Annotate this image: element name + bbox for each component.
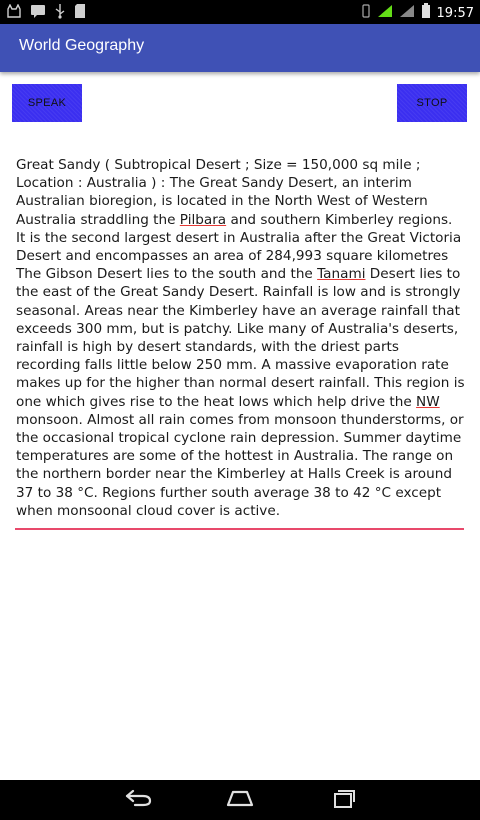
word-tanami: Tanami — [317, 266, 366, 283]
status-left-icons — [6, 3, 86, 25]
status-right-icons — [361, 3, 474, 24]
speak-button[interactable]: SPEAK — [12, 84, 82, 122]
battery-icon — [421, 3, 431, 24]
signal-icon — [377, 4, 393, 23]
home-button[interactable] — [220, 788, 260, 812]
cat-icon — [6, 4, 22, 24]
text-part-2: and southern Kimberley regions. It is the second largest desert in Australia after the Great Victoria Desert and encompasses an area of 284,993 square kilometres The Gibson Desert lies to the south and the — [16, 211, 462, 283]
home-icon — [223, 789, 257, 811]
signal-secondary-icon — [399, 4, 415, 23]
text-part-4: monsoon. Almost all rain comes from monsoon thunderstorms, or the occasional tropical cyclone rain depression. Summer daytime temperatures are some of the hottest in Australia. The range on the northern border near the Kimberley at Halls Creek is around 37 to 38 °C. Regions further south average 38 to 42 °C except when monsoonal cloud cover is active. — [16, 411, 464, 519]
usb-icon — [54, 3, 66, 25]
app-title: World Geography — [19, 37, 145, 54]
navigation-bar — [0, 780, 480, 820]
text-field-underline — [15, 528, 464, 530]
vibrate-icon — [361, 3, 371, 24]
word-pilbara: Pilbara — [179, 211, 227, 228]
description-text[interactable] — [16, 156, 466, 520]
recent-apps-icon — [327, 788, 357, 812]
back-button[interactable] — [118, 788, 158, 812]
status-time: 19:57 — [436, 5, 474, 21]
text-part-1: Great Sandy ( Subtropical Desert ; Size = 150,000 sq mile ; Location : Australia ) : The Great Sandy Desert, an interim Australian bioregion, is located in the North West of Western Australia straddling the — [16, 157, 428, 228]
recent-apps-button[interactable] — [322, 788, 362, 812]
message-icon — [30, 4, 46, 24]
stop-button[interactable]: STOP — [397, 84, 467, 122]
sd-card-icon — [74, 3, 86, 25]
app-bar — [0, 24, 480, 72]
text-part-3: Desert lies to the east of the Great Sandy Desert. Rainfall is low and is strongly seasonal. Areas near the Kimberley have an average rainfall that exceeds 300 mm, but is patchy. Like many of Australia's deserts, rainfall is high by desert standards, with the driest parts recording falls little below 250 mm. A massive evaporation rate makes up for the higher than normal desert rainfall. This region is one which gives rise to the heat lows which help drive the — [16, 266, 465, 410]
status-bar — [0, 0, 480, 24]
back-icon — [123, 789, 153, 811]
word-nw: NW — [416, 393, 440, 410]
